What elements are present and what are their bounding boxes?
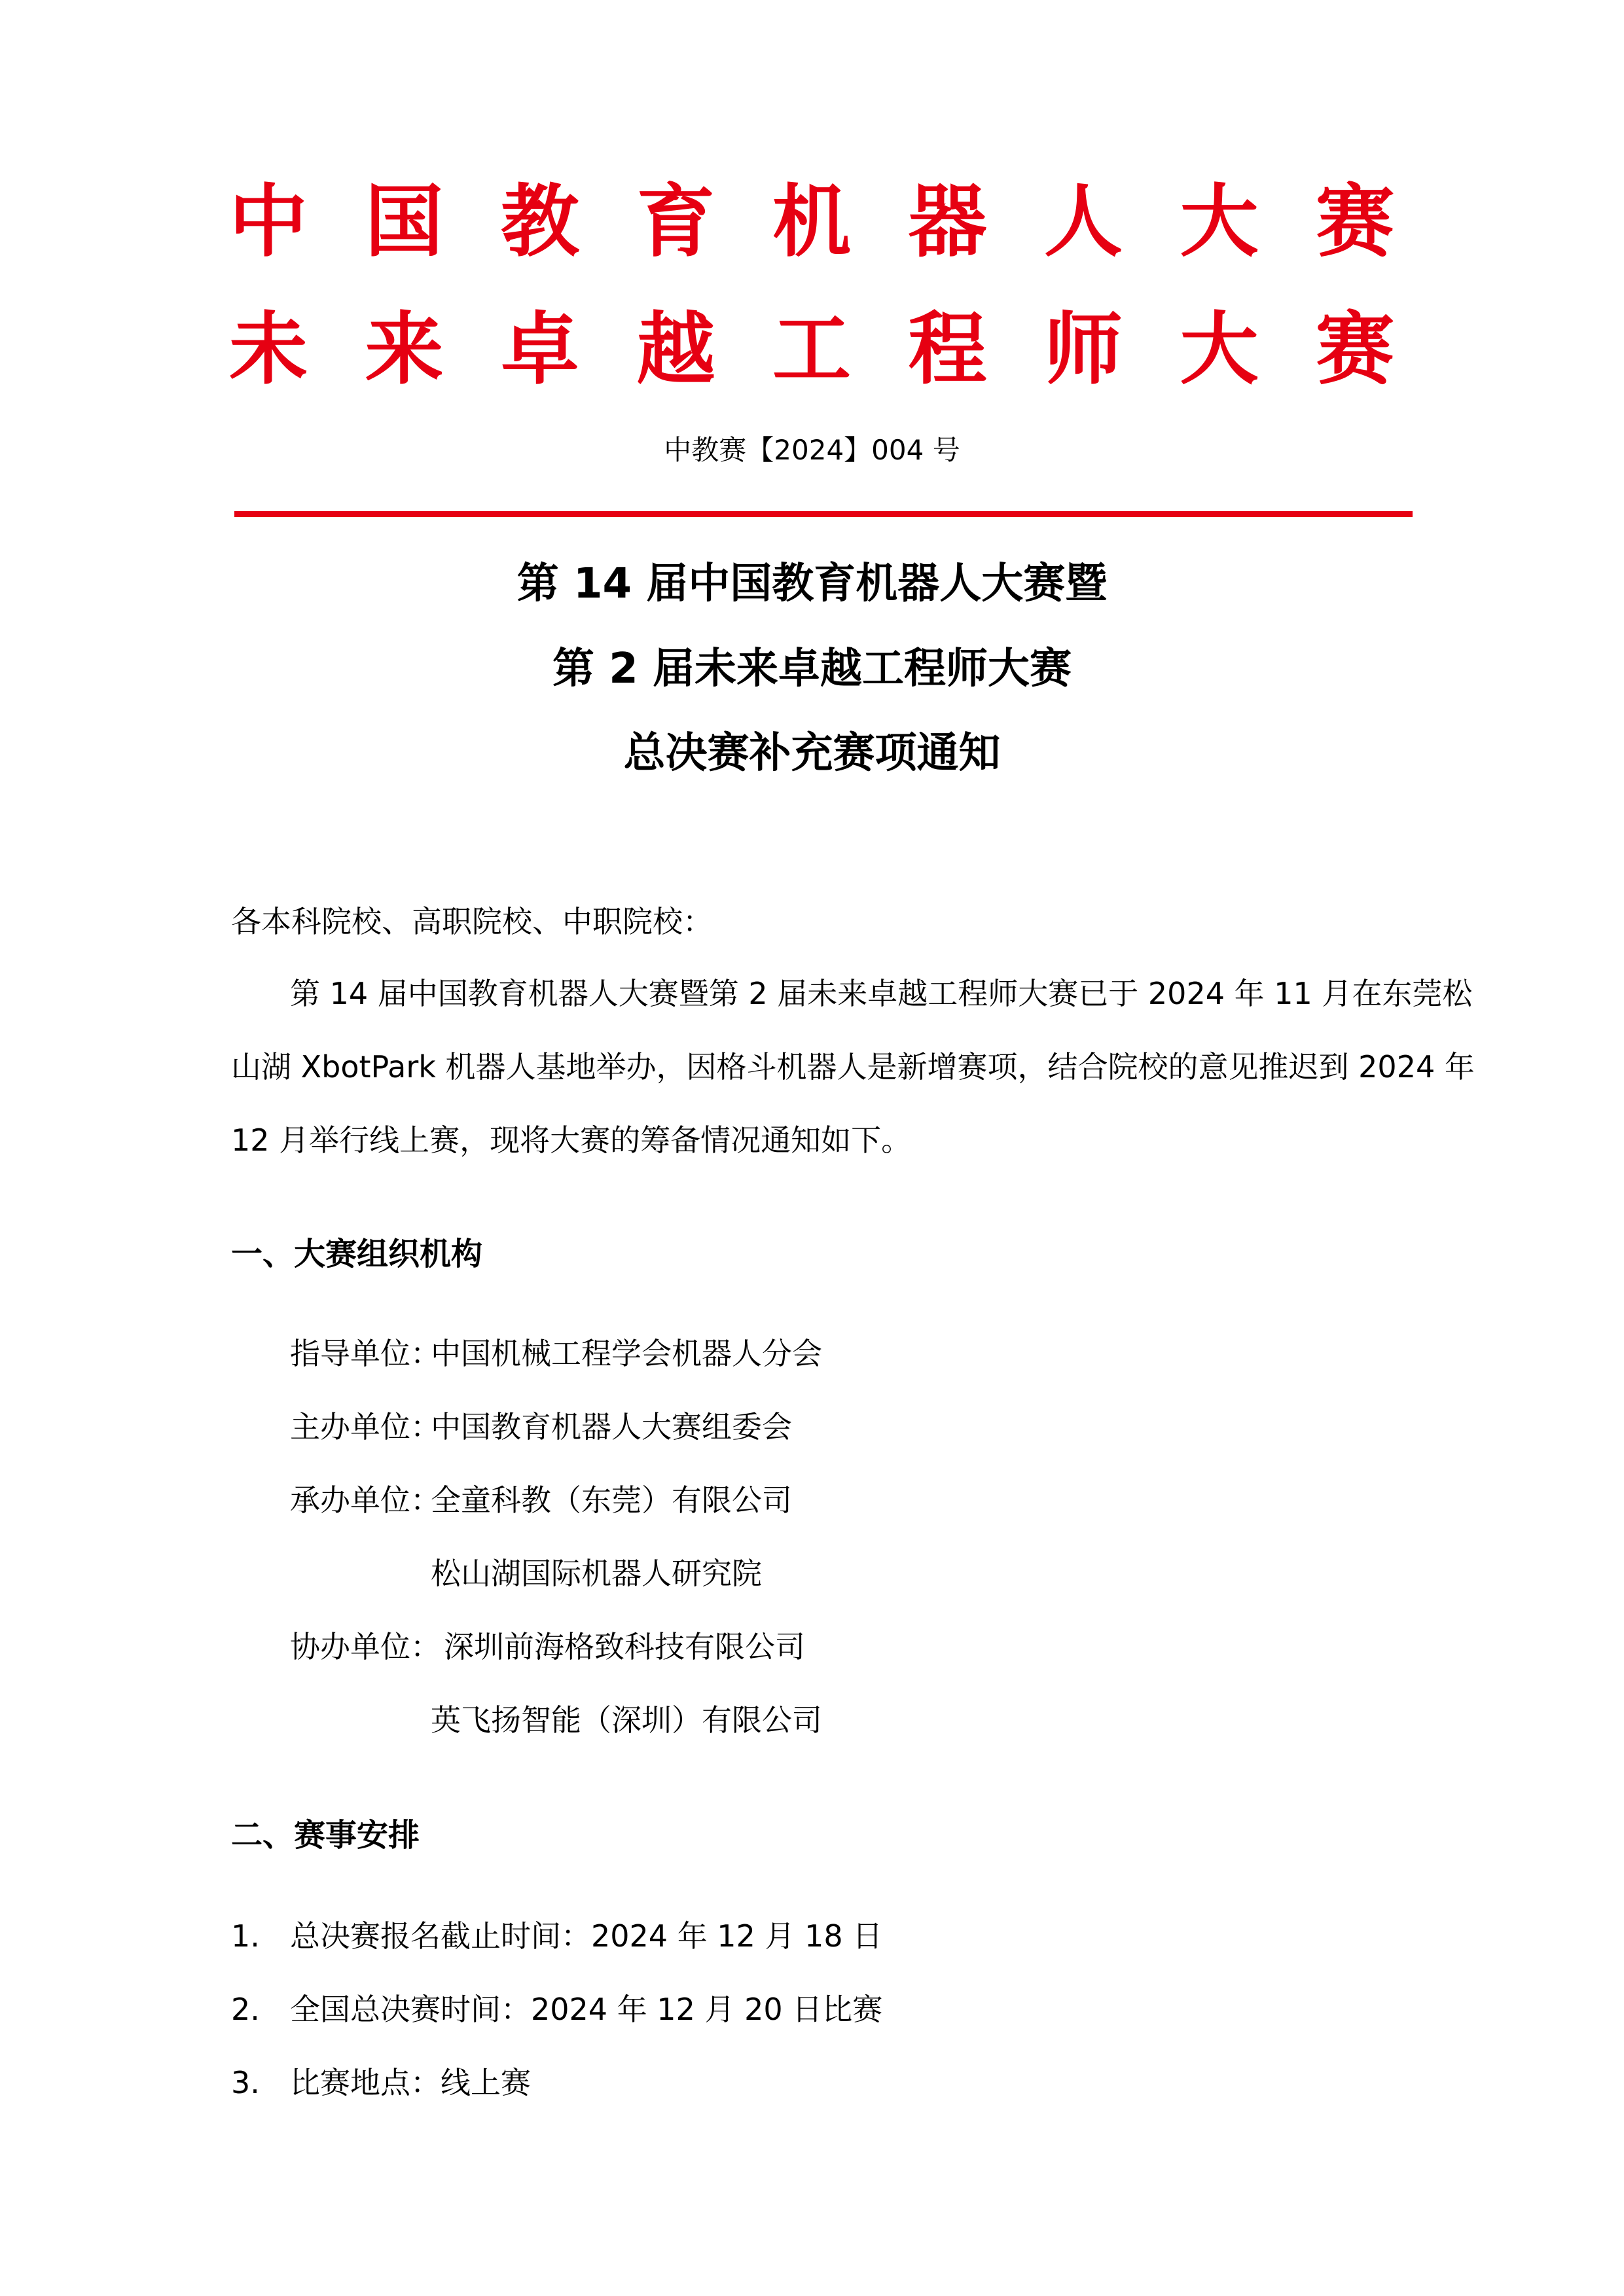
header-char: 未 (229, 304, 308, 395)
header-char: 工 (772, 304, 851, 395)
header-char: 人 (1044, 177, 1123, 268)
list-item-text: 总决赛报名截止时间：2024 年 12 月 18 日 (290, 1918, 883, 1954)
host-unit-value: 中国教育机器人大赛组委会 (431, 1409, 792, 1444)
header-char: 育 (636, 177, 715, 268)
header-char: 机 (772, 177, 851, 268)
title-line-2: 第 2 届未来卓越工程师大赛 (552, 645, 1072, 693)
document-number: 中教赛【2024】004 号 (664, 434, 960, 466)
header-char: 国 (365, 177, 444, 268)
list-item-number: 3. (231, 2065, 260, 2100)
header-char: 大 (1180, 304, 1259, 395)
header-char: 赛 (1316, 304, 1394, 395)
red-divider (234, 511, 1413, 517)
coorganizer-unit-value-1: 深圳前海格致科技有限公司 (444, 1629, 805, 1664)
intro-line-3: 12 月举行线上赛，现将大赛的筹备情况通知如下。 (231, 1122, 912, 1158)
section-heading-organization: 一、大赛组织机构 (231, 1236, 483, 1272)
header-char: 器 (908, 177, 987, 268)
title-line-1: 第 14 届中国教育机器人大赛暨 (516, 560, 1108, 608)
salutation: 各本科院校、高职院校、中职院校： (231, 904, 713, 939)
list-item-text: 比赛地点：线上赛 (290, 2065, 531, 2100)
header-char: 教 (501, 177, 579, 268)
organizer-unit-value-1: 全童科教（东莞）有限公司 (431, 1482, 792, 1518)
header-char: 来 (365, 304, 444, 395)
intro-line-1: 第 14 届中国教育机器人大赛暨第 2 届未来卓越工程师大赛已于 2024 年 11 月在东莞松 (290, 976, 1473, 1011)
host-unit-label: 主办单位： (290, 1409, 441, 1444)
list-item-number: 2. (231, 1992, 260, 2027)
intro-line-2: 山湖 XbotPark 机器人基地举办，因格斗机器人是新增赛项，结合院校的意见推迟到 2024 年 (231, 1049, 1475, 1085)
header-char: 师 (1044, 304, 1123, 395)
header-char: 越 (636, 304, 715, 395)
red-header-line-1 (229, 173, 1394, 272)
header-char: 赛 (1316, 177, 1394, 268)
organizer-unit-label: 承办单位： (290, 1482, 441, 1518)
coorganizer-unit-label: 协办单位： (290, 1629, 441, 1664)
section-heading-schedule: 二、赛事安排 (231, 1817, 420, 1854)
list-item-number: 1. (231, 1918, 260, 1954)
organizer-unit-value-2: 松山湖国际机器人研究院 (431, 1556, 762, 1591)
guide-unit-value: 中国机械工程学会机器人分会 (431, 1336, 822, 1371)
guide-unit-label: 指导单位： (290, 1336, 441, 1371)
header-char: 程 (908, 304, 987, 395)
red-header-line-2 (229, 301, 1394, 399)
header-char: 大 (1180, 177, 1259, 268)
coorganizer-unit-value-2: 英飞扬智能（深圳）有限公司 (431, 1702, 822, 1738)
list-item-text: 全国总决赛时间：2024 年 12 月 20 日比赛 (290, 1992, 883, 2027)
title-line-3: 总决赛补充赛项通知 (623, 729, 1001, 778)
header-char: 卓 (501, 304, 579, 395)
header-char: 中 (229, 177, 308, 268)
